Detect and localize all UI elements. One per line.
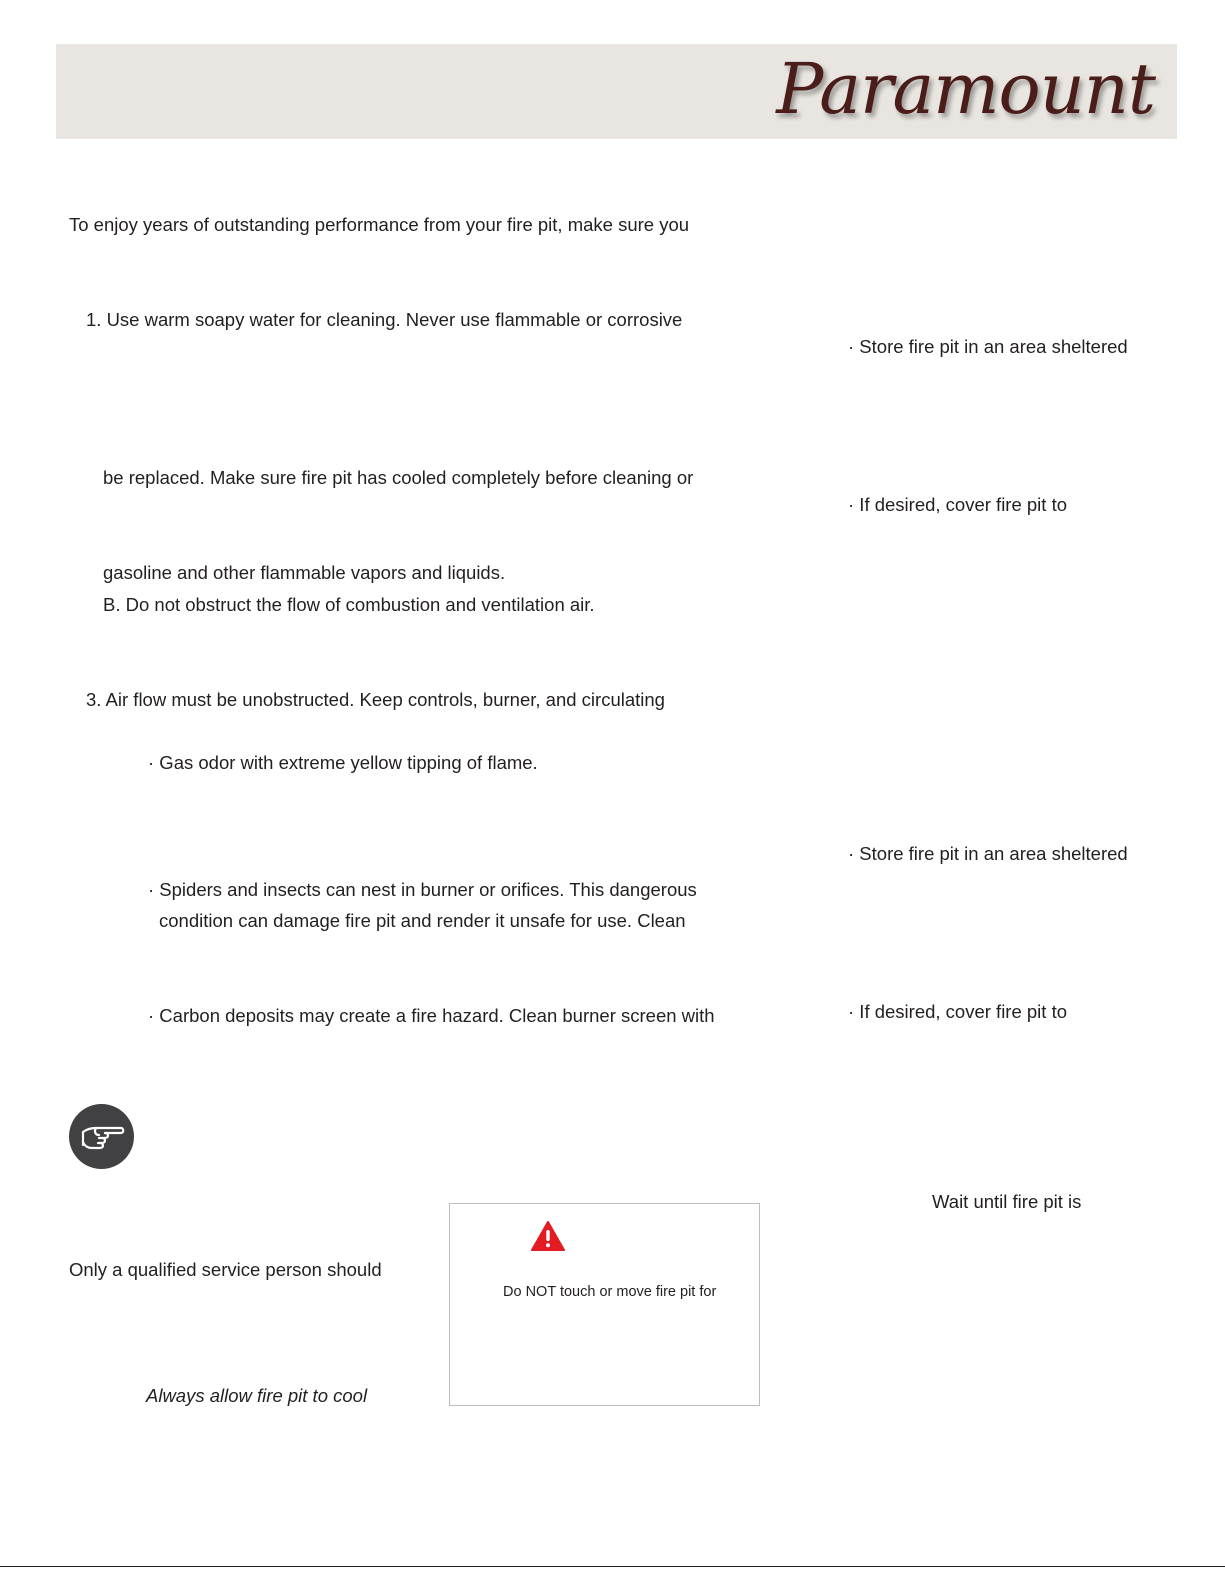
item-3-text: 3. Air flow must be unobstructed. Keep controls, burner, and circulating [86, 689, 665, 710]
item-2-continued: gasoline and other flammable vapors and liquids. [103, 562, 506, 583]
bullet-gas-odor: · Gas odor with extreme yellow tipping of flame. [148, 752, 538, 773]
cover-note-1: · If desired, cover fire pit to [848, 494, 1068, 515]
warning-text: Do NOT touch or move fire pit for [503, 1284, 717, 1300]
cover-note-2: · If desired, cover fire pit to [848, 1001, 1068, 1022]
store-note-1: · Store fire pit in an area sheltered [848, 336, 1128, 357]
intro-text: To enjoy years of outstanding performance from your fire pit, make sure you [69, 214, 690, 235]
bullet-spiders-line2: condition can damage fire pit and render it unsafe for use. Clean [159, 910, 686, 931]
header-band [56, 44, 1177, 139]
wait-note: Wait until fire pit is [932, 1191, 1082, 1212]
warning-box [449, 1203, 760, 1406]
pointing-hand-icon [69, 1104, 134, 1169]
item-1-continued: be replaced. Make sure fire pit has cooled completely before cleaning or [103, 467, 694, 488]
cool-note: Always allow fire pit to cool [146, 1385, 368, 1406]
store-note-2: · Store fire pit in an area sheltered [848, 843, 1128, 864]
item-1-text: 1. Use warm soapy water for cleaning. Never use flammable or corrosive [86, 309, 683, 330]
item-2b-text: B. Do not obstruct the flow of combustion and ventilation air. [103, 594, 595, 615]
qualified-service-text: Only a qualified service person should [69, 1259, 382, 1280]
bullet-carbon: · Carbon deposits may create a fire hazard. Clean burner screen with [148, 1005, 715, 1026]
bottom-rule [0, 1566, 1225, 1567]
warning-triangle-icon [530, 1220, 566, 1252]
bullet-spiders-line1: · Spiders and insects can nest in burner or orifices. This dangerous [148, 879, 697, 900]
brand-logo: Paramount [776, 48, 1155, 130]
